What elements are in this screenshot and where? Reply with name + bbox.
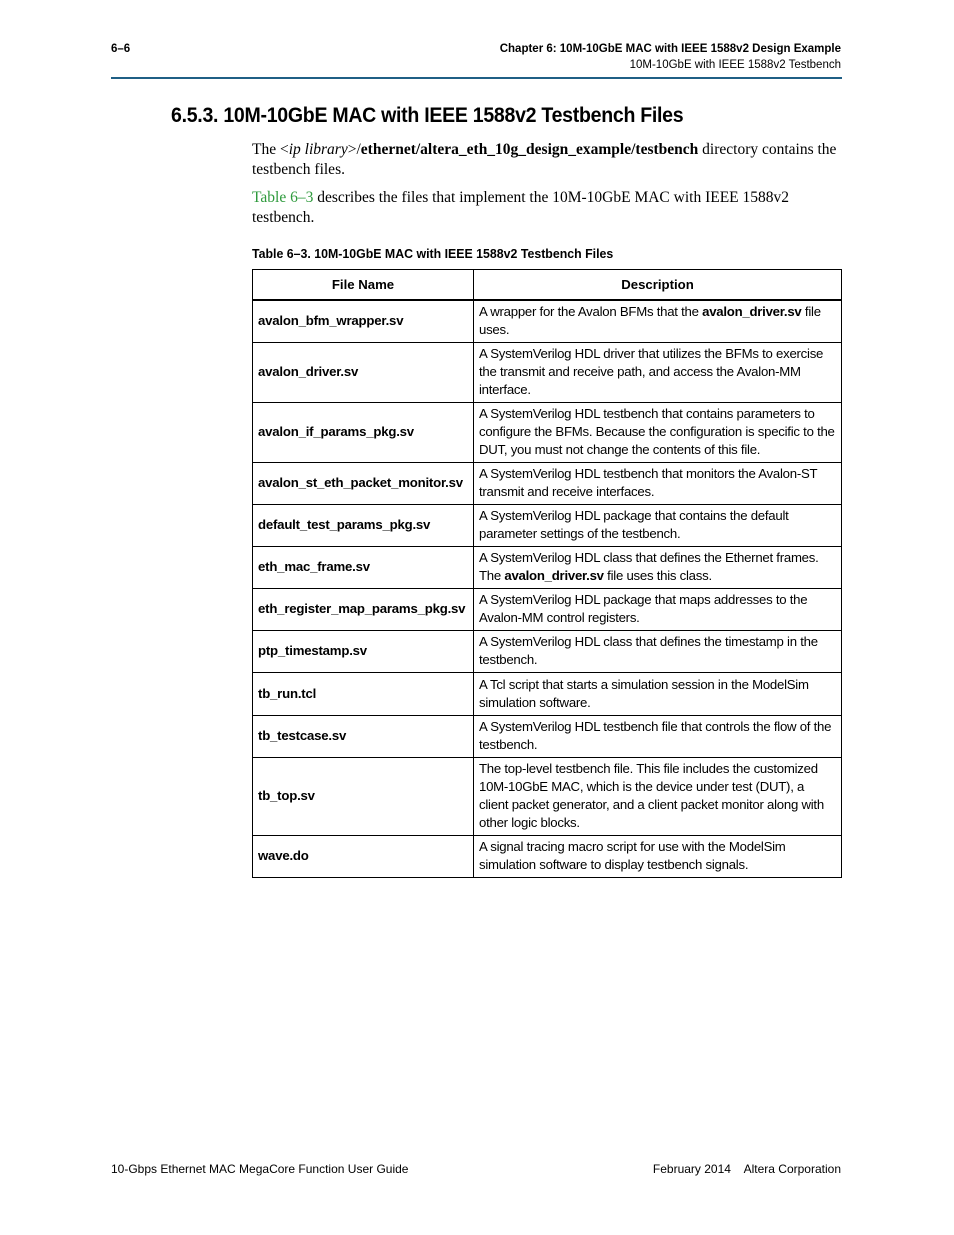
ip-library-placeholder: ip library: [288, 141, 348, 158]
chapter-header: Chapter 6: 10M-10GbE MAC with IEEE 1588v2 Design Example: [499, 43, 841, 55]
description-cell: [474, 835, 842, 877]
page-number: 6–6: [111, 43, 131, 55]
intro-paragraph: [252, 140, 842, 179]
description-text: A SystemVerilog HDL testbench that contains parameters to configure the BFMs. Because the configuration is specific to the DUT, you must not change the contents of this file.: [479, 406, 835, 457]
table-row: [253, 546, 842, 588]
description-filename: avalon_driver.sv: [702, 304, 802, 320]
description-cell: [474, 757, 842, 835]
description-text-after: file uses this class.: [603, 568, 712, 583]
intro-text-mid: >/: [347, 141, 361, 158]
description-filename: avalon_driver.sv: [504, 568, 604, 583]
table-row: [253, 835, 842, 877]
description-text-after: file uses.: [479, 304, 821, 338]
description-text: A SystemVerilog HDL testbench file that controls the flow of the testbench.: [479, 719, 832, 752]
file-name-cell: wave.do: [253, 835, 474, 877]
description-cell: [474, 504, 842, 546]
footer-date-company: February 2014 Altera Corporation: [652, 1162, 841, 1176]
description-cell: [474, 546, 842, 588]
file-name-cell: tb_top.sv: [253, 757, 474, 835]
table-row: [253, 630, 842, 672]
table-reference-paragraph: [252, 188, 842, 227]
footer-guide-title: 10-Gbps Ethernet MAC MegaCore Function User Guide: [111, 1162, 409, 1176]
description-cell: [474, 402, 842, 462]
intro-text-after: directory contains the testbench files.: [252, 141, 837, 178]
section-heading: 6.5.3. 10M-10GbE MAC with IEEE 1588v2 Testbench Files: [171, 104, 684, 127]
table-row: [253, 300, 842, 342]
file-name-cell: eth_register_map_params_pkg.sv: [253, 588, 474, 630]
description-cell: [474, 715, 842, 757]
description-text: A signal tracing macro script for use with the ModelSim simulation software to display testbench signals.: [479, 839, 786, 872]
file-name-cell: tb_testcase.sv: [253, 715, 474, 757]
file-name-cell: avalon_st_eth_packet_monitor.sv: [253, 462, 474, 504]
table-row: [253, 462, 842, 504]
file-name-cell: tb_run.tcl: [253, 672, 474, 715]
description-text: A SystemVerilog HDL package that contains the default parameter settings of the testbench.: [479, 508, 789, 541]
description-text: A SystemVerilog HDL class that defines the timestamp in the testbench.: [479, 634, 818, 667]
description-cell: [474, 588, 842, 630]
description-text: A SystemVerilog HDL package that maps addresses to the Avalon-MM control registers.: [479, 592, 808, 625]
table-row: [253, 402, 842, 462]
column-header-file-name: File Name: [253, 270, 474, 301]
description-cell: [474, 630, 842, 672]
table-6-3-link[interactable]: Table 6–3: [252, 189, 314, 206]
description-text: A SystemVerilog HDL class that defines the Ethernet frames. The: [479, 550, 819, 583]
description-text: A SystemVerilog HDL testbench that monitors the Avalon-ST transmit and receive interfaces.: [479, 466, 818, 499]
description-text: The top-level testbench file. This file includes the customized 10M-10GbE MAC, which is the device under test (DUT), a client packet generator, and a client packet monitor along with other logic blocks.: [479, 761, 824, 830]
table-row: [253, 588, 842, 630]
section-header: 10M-10GbE with IEEE 1588v2 Testbench: [629, 59, 841, 71]
description-cell: [474, 672, 842, 715]
description-cell: [474, 342, 842, 402]
table-row: [253, 715, 842, 757]
file-name-cell: avalon_if_params_pkg.sv: [253, 402, 474, 462]
table-row: [253, 672, 842, 715]
table-row: [253, 504, 842, 546]
description-text: A wrapper for the Avalon BFMs that the: [479, 304, 703, 320]
testbench-path: ethernet/altera_eth_10g_design_example/testbench: [360, 141, 699, 158]
file-name-cell: avalon_bfm_wrapper.sv: [253, 300, 474, 342]
table-header-row: [253, 270, 842, 301]
file-name-cell: avalon_driver.sv: [253, 342, 474, 402]
table-reference-text: describes the files that implement the 10M-10GbE MAC with IEEE 1588v2 testbench.: [252, 189, 790, 226]
description-cell: [474, 300, 842, 342]
intro-text-before: The <: [252, 141, 289, 158]
header-rule: [111, 77, 842, 79]
description-cell: [474, 462, 842, 504]
table-row: [253, 342, 842, 402]
testbench-files-table: [252, 269, 842, 878]
table-row: [253, 757, 842, 835]
file-name-cell: default_test_params_pkg.sv: [253, 504, 474, 546]
description-text: A SystemVerilog HDL driver that utilizes the BFMs to exercise the transmit and receive path, and access the Avalon-MM interface.: [479, 346, 824, 397]
file-name-cell: ptp_timestamp.sv: [253, 630, 474, 672]
column-header-description: Description: [474, 270, 842, 301]
file-name-cell: eth_mac_frame.sv: [253, 546, 474, 588]
description-text: A Tcl script that starts a simulation session in the ModelSim simulation software.: [479, 676, 809, 710]
table-caption: Table 6–3. 10M-10GbE MAC with IEEE 1588v2 Testbench Files: [252, 246, 614, 261]
